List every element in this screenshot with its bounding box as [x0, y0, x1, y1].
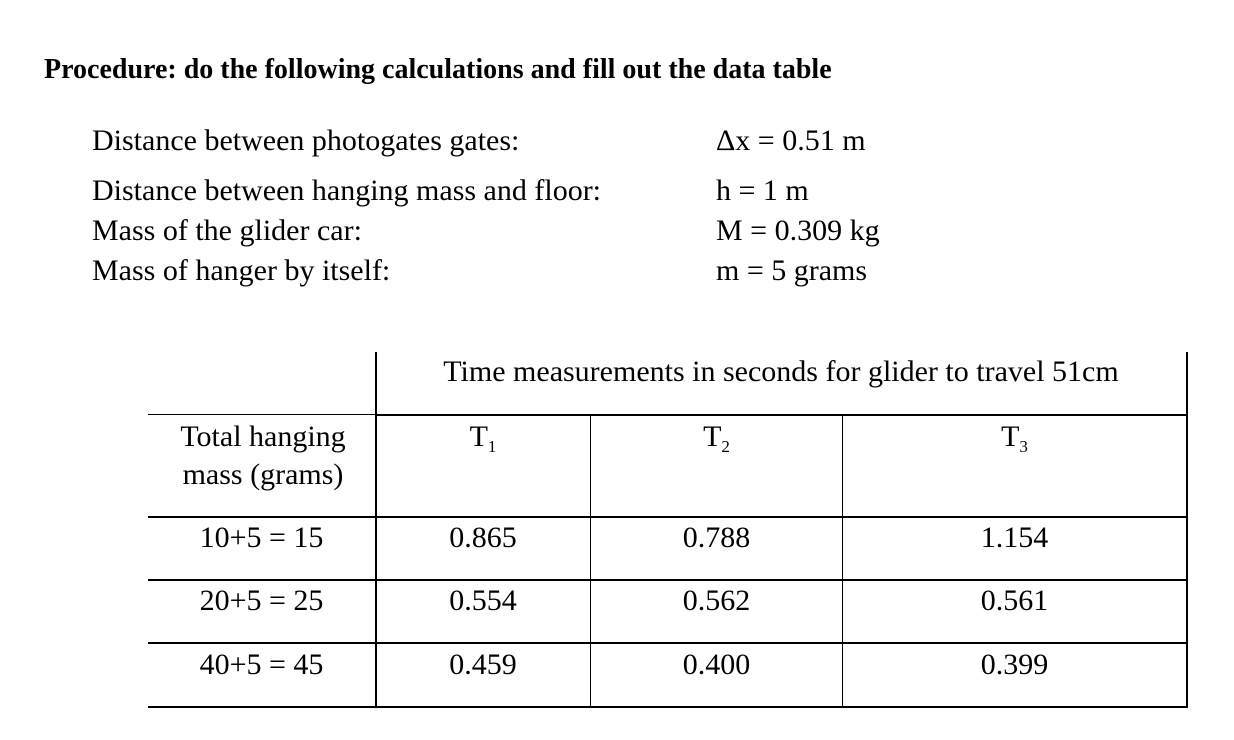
mass-header-line-1: Total hanging	[180, 420, 346, 453]
table-border-bottom	[148, 706, 1188, 708]
table-divider-horizontal	[148, 414, 376, 415]
param-label-mass-floor-distance: Distance between hanging mass and floor:	[92, 174, 602, 207]
param-label-photogate-distance: Distance between photogates gates:	[92, 124, 520, 157]
total-hanging-mass-header	[150, 418, 376, 494]
param-value-mass-floor-distance: h = 1 m	[716, 174, 809, 207]
param-value-glider-mass: M = 0.309 kg	[716, 214, 880, 247]
param-value-photogate-distance: Δx = 0.51 m	[716, 124, 866, 157]
mass-header-line-2: mass (grams)	[182, 458, 344, 491]
table-divider-horizontal	[148, 579, 1188, 581]
t2-cell: 0.788	[682, 521, 751, 554]
param-label-glider-mass: Mass of the glider car:	[92, 214, 362, 247]
table-border-right	[1186, 352, 1188, 708]
t3-cell: 1.154	[980, 521, 1049, 554]
table-divider-horizontal	[148, 642, 1188, 644]
time-measurements-header: Time measurements in seconds for glider to travel 51cm	[443, 355, 1119, 388]
column-header-t3: $T_3$	[1001, 420, 1028, 456]
mass-cell: 40+5 = 45	[199, 648, 324, 681]
param-label-hanger-mass: Mass of hanger by itself:	[92, 254, 391, 287]
t2-cell: 0.562	[682, 584, 751, 617]
column-header-t1: $T_1$	[469, 420, 497, 456]
table-divider-horizontal	[148, 516, 1188, 518]
t1-cell: 0.865	[449, 521, 517, 554]
column-header-t2: $T_2$	[703, 420, 730, 456]
mass-cell: 20+5 = 25	[199, 584, 324, 617]
procedure-heading: Procedure: do the following calculations and fill out the data table	[44, 54, 832, 85]
mass-cell: 10+5 = 15	[199, 521, 324, 554]
t1-cell: 0.554	[449, 584, 517, 617]
t3-cell: 0.561	[980, 584, 1049, 617]
table-divider-horizontal	[376, 414, 1188, 416]
t3-cell: 0.399	[980, 648, 1049, 681]
t2-cell: 0.400	[682, 648, 751, 681]
t1-cell: 0.459	[449, 648, 517, 681]
param-value-hanger-mass: m = 5 grams	[716, 254, 868, 287]
